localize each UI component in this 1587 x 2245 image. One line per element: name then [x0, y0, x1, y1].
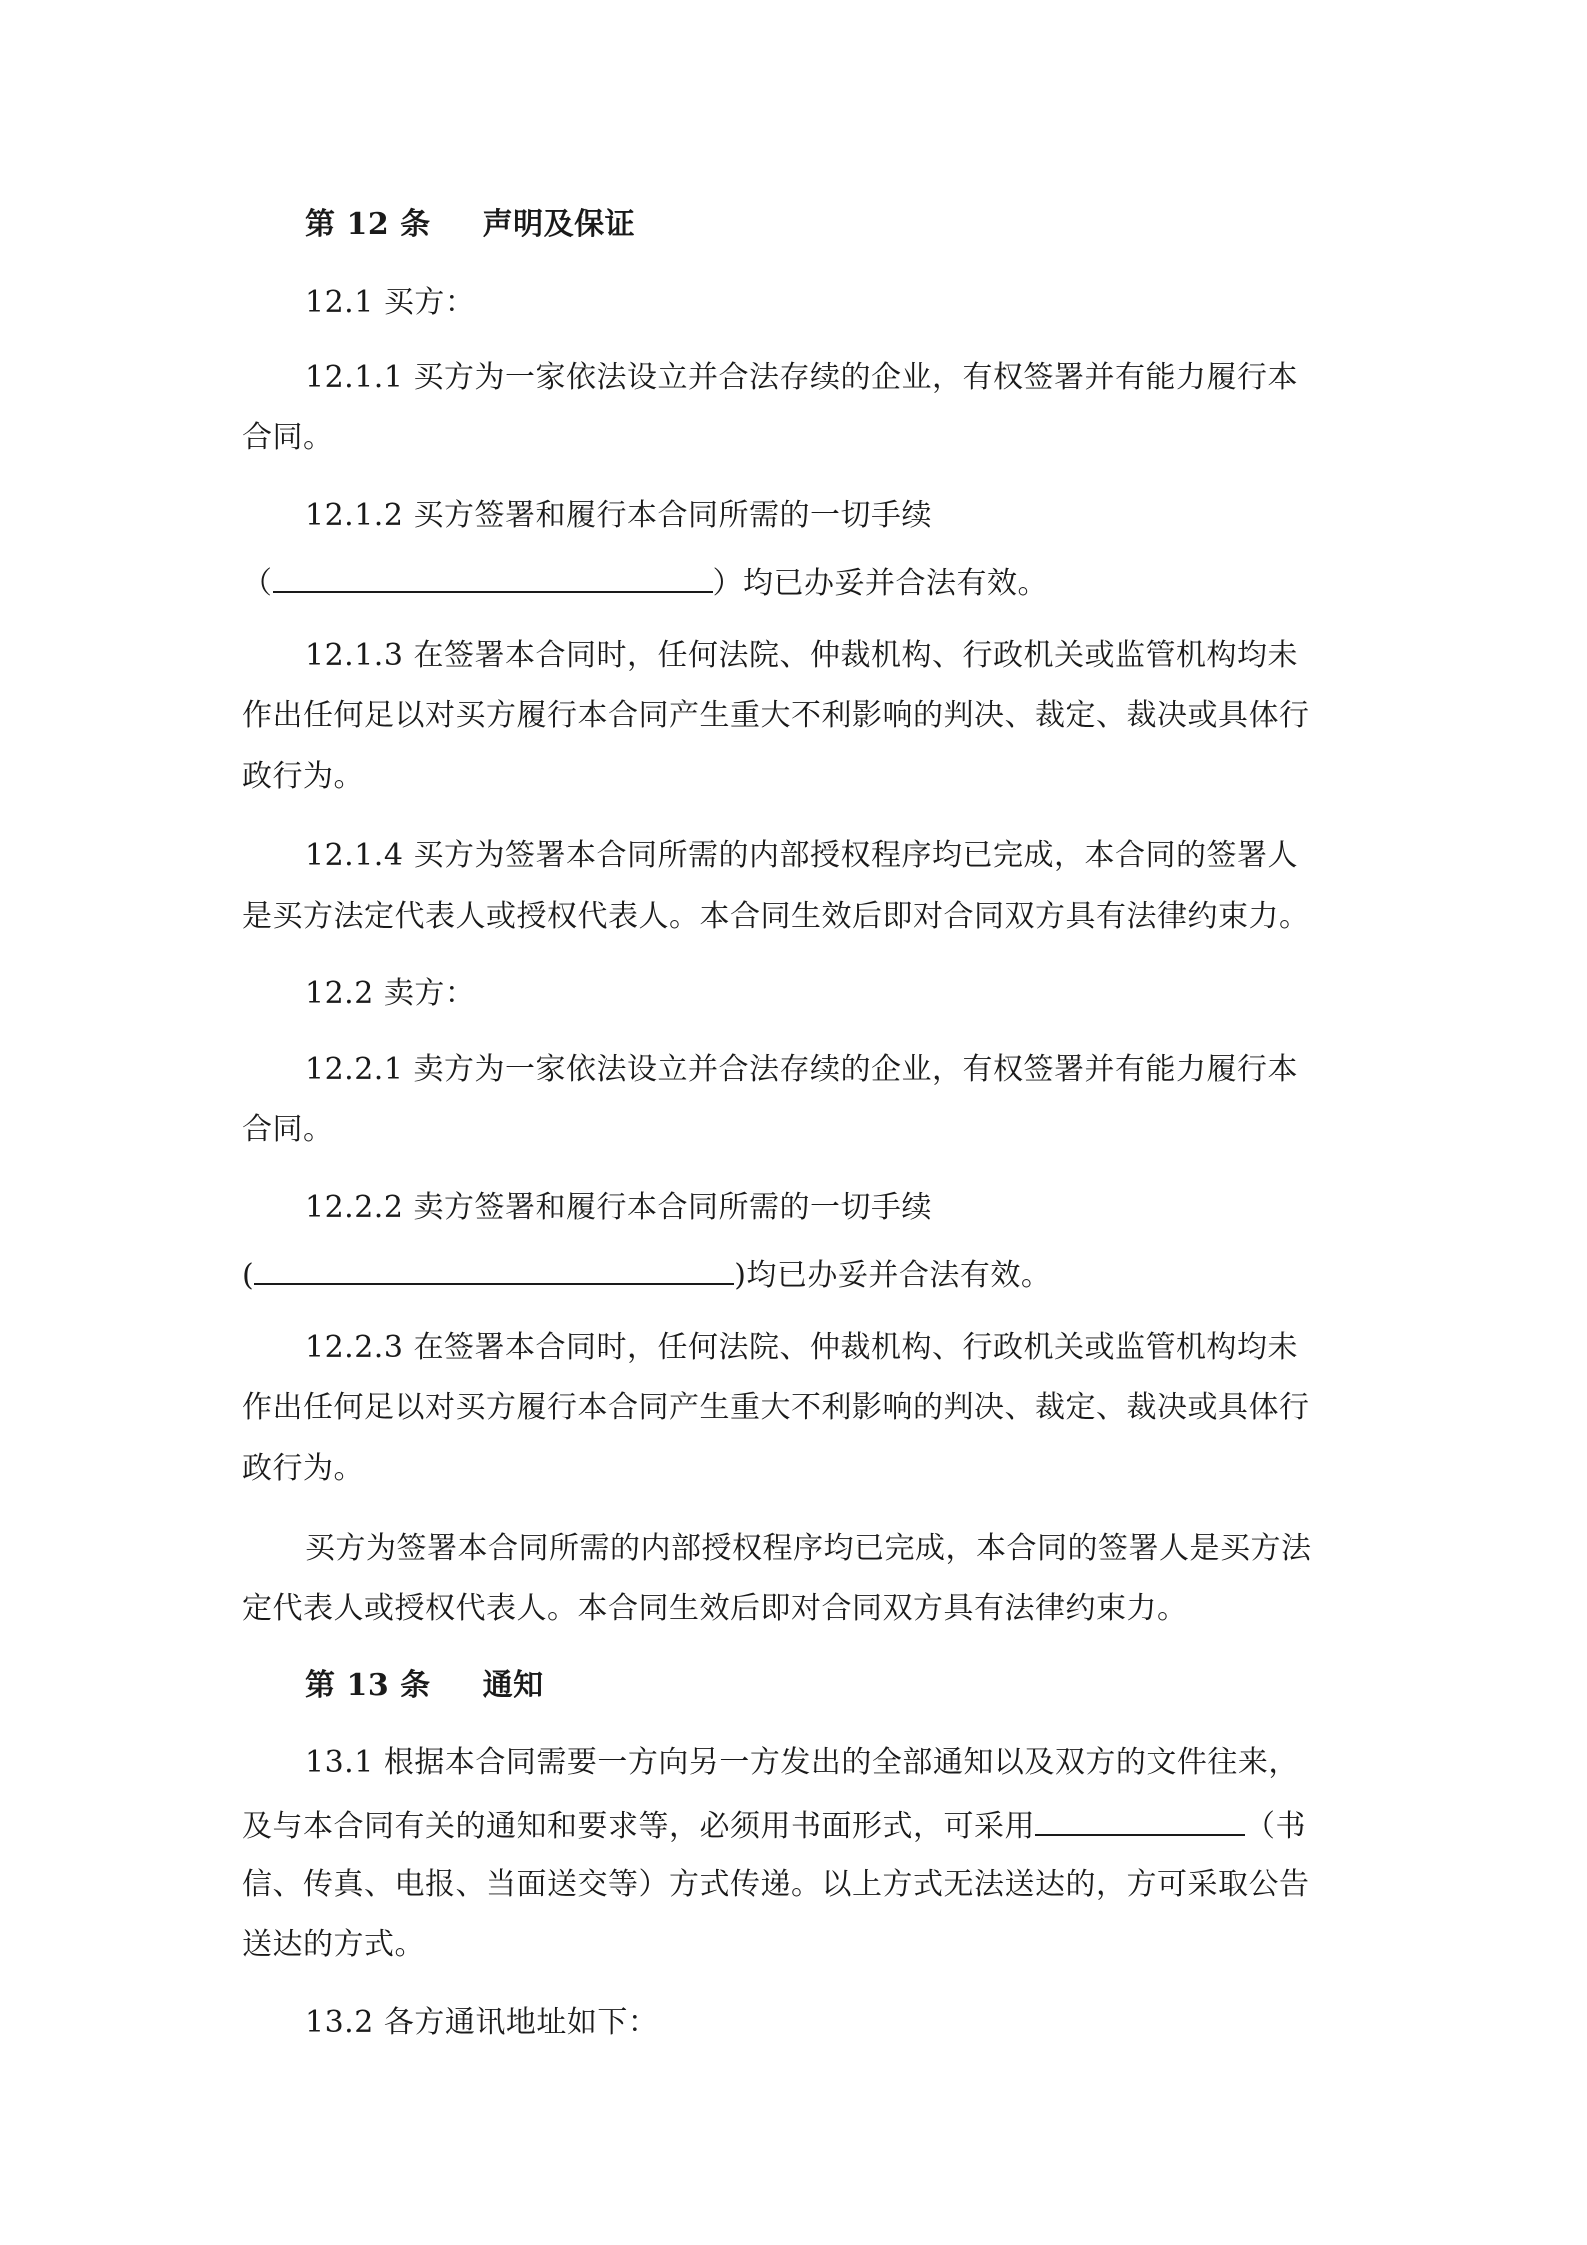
- clause-12-2-2-tail: )均已办妥并合法有效。: [734, 1258, 1052, 1293]
- clause-12-1-3-line3: 政行为。: [242, 759, 364, 794]
- clause-12-2: 12.2 卖方：: [305, 976, 476, 1011]
- clause-13-1-line2: [242, 1804, 1352, 1847]
- clause-13-1-line3: 信、传真、电报、当面送交等）方式传递。以上方式无法送达的，方可采取公告: [242, 1867, 1310, 1902]
- article-13-heading: [305, 1666, 1355, 1706]
- clause-12-1-2-tail: ）均已办妥并合法有效。: [712, 566, 1048, 601]
- clause-12-2-3-line3: 政行为。: [242, 1451, 364, 1486]
- clause-12-2-3-line2: 作出任何足以对买方履行本合同产生重大不利影响的判决、裁定、裁决或具体行: [242, 1390, 1310, 1425]
- clause-12-1-4-line2: 是买方法定代表人或授权代表人。本合同生效后即对合同双方具有法律约束力。: [242, 899, 1310, 934]
- article-12-title: 声明及保证: [482, 207, 636, 242]
- paragraph-extra-line1: 买方为签署本合同所需的内部授权程序均已完成，本合同的签署人是买方法: [305, 1531, 1312, 1566]
- clause-12-1-2-line2: [242, 561, 1352, 604]
- clause-13-1-line2-text: 及与本合同有关的通知和要求等，必须用书面形式，可采用: [242, 1809, 1035, 1844]
- clause-13-1-line4: 送达的方式。: [242, 1927, 425, 1962]
- clause-12-2-2-line1: 12.2.2 卖方签署和履行本合同所需的一切手续: [305, 1190, 932, 1225]
- fill-blank-seller-procedures[interactable]: [254, 1253, 734, 1285]
- clause-12-1-1-line1: 12.1.1 买方为一家依法设立并合法存续的企业，有权签署并有能力履行本: [305, 360, 1298, 395]
- clause-12-2-3-line1: 12.2.3 在签署本合同时，任何法院、仲裁机构、行政机关或监管机构均未: [305, 1330, 1298, 1365]
- article-12-number: 第 12 条: [305, 207, 431, 242]
- clause-12-1-1-line2: 合同。: [242, 420, 334, 455]
- clause-13-1-line1: 13.1 根据本合同需要一方向另一方发出的全部通知以及双方的文件往来，: [305, 1745, 1299, 1780]
- paragraph-extra-line2: 定代表人或授权代表人。本合同生效后即对合同双方具有法律约束力。: [242, 1591, 1188, 1626]
- paren-open: （: [242, 566, 273, 601]
- clause-13-1-line2-tail: （书: [1245, 1809, 1306, 1844]
- article-13-title: 通知: [482, 1668, 544, 1703]
- article-13-number: 第 13 条: [305, 1668, 431, 1703]
- clause-12-2-1-line1: 12.2.1 卖方为一家依法设立并合法存续的企业，有权签署并有能力履行本: [305, 1052, 1298, 1087]
- paren-open: (: [242, 1258, 255, 1293]
- fill-blank-buyer-procedures[interactable]: [273, 561, 713, 593]
- clause-12-1: 12.1 买方：: [305, 285, 476, 320]
- clause-12-2-1-line2: 合同。: [242, 1112, 334, 1147]
- clause-12-1-3-line2: 作出任何足以对买方履行本合同产生重大不利影响的判决、裁定、裁决或具体行: [242, 698, 1310, 733]
- article-12-heading: [305, 205, 1355, 245]
- clause-12-1-2-line1: 12.1.2 买方签署和履行本合同所需的一切手续: [305, 498, 932, 533]
- clause-12-2-2-line2: [242, 1253, 1352, 1296]
- clause-12-1-4-line1: 12.1.4 买方为签署本合同所需的内部授权程序均已完成，本合同的签署人: [305, 838, 1298, 873]
- clause-12-1-3-line1: 12.1.3 在签署本合同时，任何法院、仲裁机构、行政机关或监管机构均未: [305, 638, 1298, 673]
- clause-13-2: 13.2 各方通讯地址如下：: [305, 2005, 659, 2040]
- fill-blank-notice-method[interactable]: [1035, 1804, 1245, 1836]
